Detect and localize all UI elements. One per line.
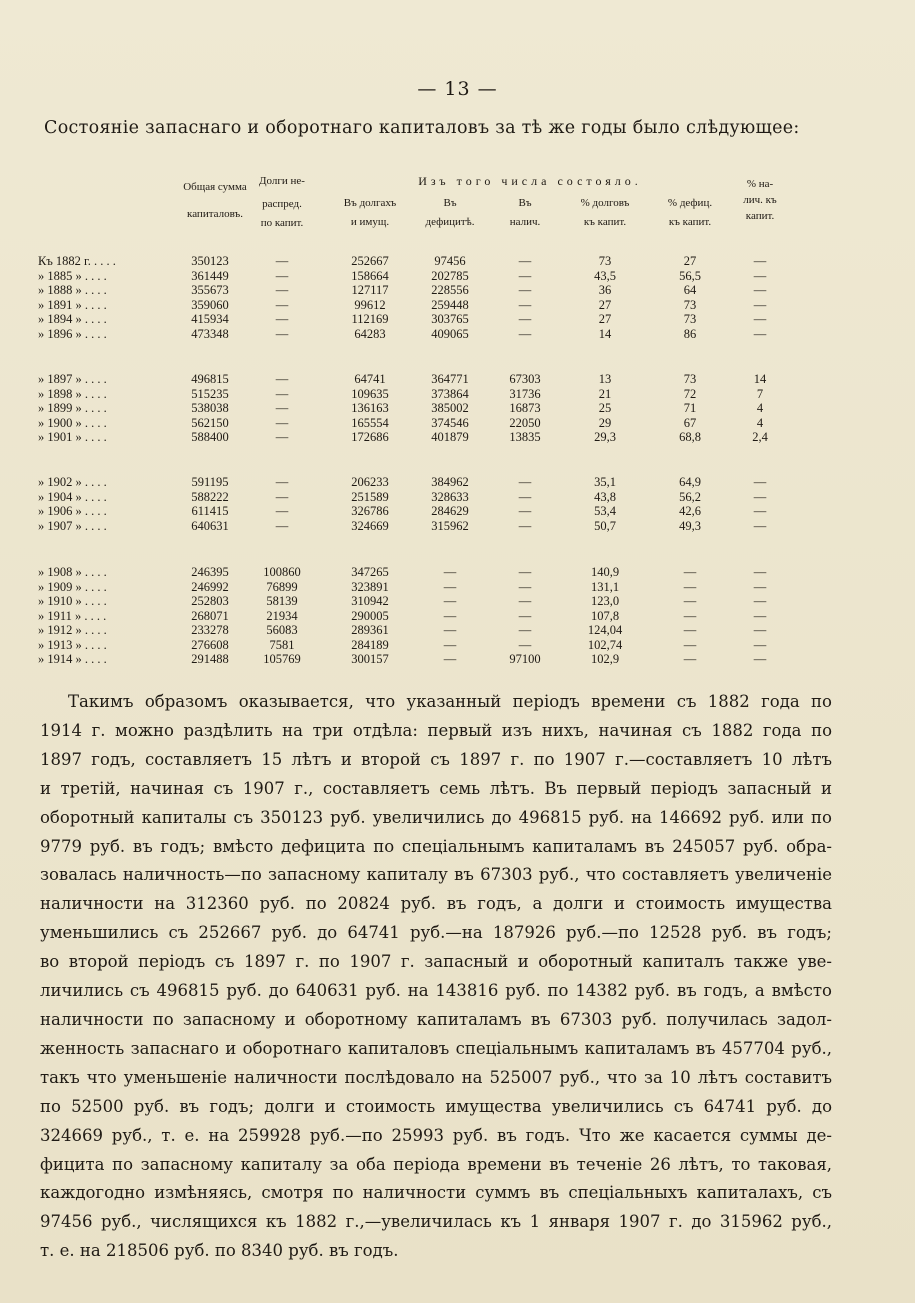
- debts-pct-cell: 29,3: [594, 430, 616, 444]
- debts-pct-cell: 27: [598, 297, 612, 312]
- cash-pct-cell: —: [753, 504, 767, 518]
- debts-pct-cell: 50,7: [594, 518, 616, 533]
- table-row: [30, 298, 890, 313]
- table-row: [30, 623, 890, 638]
- table-row: [30, 504, 890, 519]
- cash-cell: —: [518, 312, 532, 326]
- cash-pct-cell: —: [753, 254, 767, 268]
- paragraph-line: фицита по запасному капиталу за оба періода времени въ теченіе 26 лѣтъ, то таковая,: [40, 1154, 832, 1174]
- deficit-cell: 315962: [431, 518, 469, 533]
- deficit-pct-cell: 73: [683, 297, 697, 312]
- table-row: [30, 401, 890, 416]
- total-capital-cell: 588400: [191, 430, 229, 444]
- deficit-pct-cell: 64,9: [679, 475, 701, 489]
- table-row: [30, 269, 890, 284]
- paragraph-line: 9779 руб. въ годъ; вмѣсто дефицита по спеціальнымъ капиталамъ въ 245057 руб. обра-: [40, 836, 832, 856]
- unallocated-debts-cell: —: [275, 268, 289, 283]
- unallocated-debts-cell: 7581: [269, 637, 295, 652]
- row-date-cell: » 1904 » . . . .: [38, 489, 107, 504]
- deficit-pct-cell: —: [683, 565, 697, 579]
- cash-pct-cell: —: [753, 623, 767, 637]
- table-row: [30, 430, 890, 445]
- cash-cell: —: [518, 637, 532, 652]
- total-capital-cell: 515235: [191, 386, 229, 401]
- total-capital-cell: 350123: [191, 254, 229, 268]
- unallocated-debts-cell: —: [275, 430, 289, 444]
- cash-cell: —: [518, 254, 532, 268]
- row-date-cell: » 1912 » . . . .: [38, 623, 107, 637]
- debts-pct-cell: 36: [598, 283, 612, 297]
- row-date-cell: » 1897 » . . . .: [38, 372, 107, 386]
- cash-pct-cell: —: [753, 268, 767, 283]
- table-row: [30, 327, 890, 342]
- cash-pct-cell: —: [753, 297, 767, 312]
- paragraph-line: уменьшились съ 252667 руб. до 64741 руб.—на 187926 руб.—по 12528 руб. въ годъ;: [40, 923, 832, 943]
- table-row: [30, 416, 890, 431]
- row-date-cell: » 1914 » . . . .: [38, 652, 107, 666]
- body-paragraph: [40, 688, 832, 1266]
- debts-pct-cell: 107,8: [590, 608, 620, 623]
- cash-cell: —: [518, 594, 532, 608]
- debts-property-cell: 206233: [351, 475, 389, 489]
- debts-property-cell: 290005: [351, 608, 389, 623]
- row-date-cell: » 1909 » . . . .: [38, 579, 107, 594]
- cash-pct-cell: 7: [756, 386, 764, 401]
- debts-property-cell: 251589: [351, 489, 389, 504]
- debts-property-cell: 289361: [351, 623, 389, 637]
- cash-pct-cell: —: [753, 594, 767, 608]
- paragraph-line: оборотный капиталы съ 350123 руб. увеличились до 496815 руб. на 146692 руб. или по: [40, 807, 832, 827]
- total-capital-cell: 291488: [191, 652, 229, 666]
- debts-property-cell: 323891: [351, 579, 389, 594]
- deficit-pct-cell: 72: [683, 386, 697, 401]
- deficit-pct-cell: 42,6: [679, 504, 701, 518]
- cash-cell: 67303: [509, 372, 541, 386]
- row-date-cell: » 1906 » . . . .: [38, 504, 107, 518]
- cash-pct-cell: —: [753, 518, 767, 533]
- unallocated-debts-cell: 76899: [266, 579, 298, 594]
- header-cash: Въ налич.: [509, 197, 541, 228]
- debts-property-cell: 127117: [351, 283, 389, 297]
- total-capital-cell: 361449: [191, 268, 229, 283]
- paragraph-line: Такимъ образомъ оказывается, что указанный періодъ времени съ 1882 года по: [68, 692, 832, 711]
- deficit-pct-cell: —: [683, 637, 697, 652]
- deficit-pct-cell: 73: [683, 312, 697, 326]
- table-header: [30, 172, 890, 252]
- table-row: [30, 312, 890, 327]
- row-date-cell: » 1894 » . . . .: [38, 312, 107, 326]
- row-date-cell: » 1899 » . . . .: [38, 401, 107, 415]
- total-capital-cell: 355673: [191, 283, 229, 297]
- unallocated-debts-cell: —: [275, 504, 289, 518]
- debts-pct-cell: 43,5: [594, 268, 616, 283]
- cash-pct-cell: —: [753, 283, 767, 297]
- total-capital-cell: 496815: [191, 372, 229, 386]
- paragraph-line: по 52500 руб. въ годъ; долги и стоимость имущества увеличились съ 64741 руб. до: [40, 1096, 832, 1116]
- unallocated-debts-cell: —: [275, 326, 289, 341]
- cash-cell: 31736: [509, 386, 541, 401]
- unallocated-debts-cell: —: [275, 401, 289, 415]
- page-number: — 13 —: [417, 78, 498, 100]
- debts-pct-cell: 102,9: [590, 652, 620, 666]
- paragraph-line: 97456 руб., числящихся къ 1882 г.,—увеличилась къ 1 января 1907 г. до 315962 руб.,: [40, 1212, 832, 1232]
- total-capital-cell: 359060: [191, 297, 229, 312]
- total-capital-cell: 252803: [191, 594, 229, 608]
- debts-pct-cell: 29: [598, 415, 612, 430]
- paragraph-line: зовалась наличность—по запасному капиталу въ 67303 руб., что составляетъ увеличеніе: [40, 865, 832, 885]
- unallocated-debts-cell: —: [275, 489, 289, 504]
- deficit-cell: —: [443, 594, 457, 608]
- debts-pct-cell: 102,74: [587, 637, 623, 652]
- paragraph-line: такъ что уменьшеніе наличности послѣдовало на 525007 руб., что за 10 лѣтъ составитъ: [40, 1067, 832, 1087]
- paragraph-line: 1897 годъ, составляетъ 15 лѣтъ и второй съ 1897 г. по 1907 г.—составляетъ 10 лѣтъ: [40, 749, 832, 769]
- cash-cell: —: [518, 475, 532, 489]
- header-cash-pct: % на- лич. къ капит.: [743, 178, 777, 222]
- total-capital-cell: 233278: [191, 623, 229, 637]
- unallocated-debts-cell: 100860: [263, 565, 301, 579]
- deficit-cell: 202785: [431, 268, 469, 283]
- paragraph-line: 324669 руб., т. е. на 259928 руб.—по 25993 руб. въ годъ. Что же касается суммы де-: [40, 1125, 832, 1145]
- table-row: [30, 594, 890, 609]
- unallocated-debts-cell: —: [275, 415, 289, 430]
- debts-property-cell: 172686: [351, 430, 389, 444]
- cash-cell: —: [518, 283, 532, 297]
- debts-property-cell: 347265: [351, 565, 389, 579]
- cash-pct-cell: 2,4: [752, 430, 768, 444]
- cash-pct-cell: 14: [753, 372, 767, 386]
- total-capital-cell: 591195: [191, 475, 229, 489]
- paragraph-line: наличности по запасному и оборотному капиталамъ въ 67303 руб. получилась задол-: [40, 1009, 832, 1029]
- table-row: [30, 565, 890, 580]
- debts-pct-cell: 140,9: [590, 565, 620, 579]
- debts-pct-cell: 13: [598, 372, 612, 386]
- table-row: [30, 519, 890, 534]
- total-capital-cell: 473348: [191, 326, 229, 341]
- deficit-pct-cell: 56,2: [679, 489, 701, 504]
- debts-property-cell: 252667: [351, 254, 389, 268]
- deficit-cell: 97456: [434, 254, 466, 268]
- unallocated-debts-cell: —: [275, 475, 289, 489]
- cash-cell: —: [518, 565, 532, 579]
- cash-pct-cell: —: [753, 608, 767, 623]
- total-capital-cell: 538038: [191, 401, 229, 415]
- cash-pct-cell: —: [753, 312, 767, 326]
- deficit-pct-cell: 71: [683, 401, 697, 415]
- debts-pct-cell: 53,4: [594, 504, 616, 518]
- debts-pct-cell: 131,1: [590, 579, 620, 594]
- unallocated-debts-cell: —: [275, 297, 289, 312]
- unallocated-debts-cell: —: [275, 386, 289, 401]
- deficit-pct-cell: —: [683, 594, 697, 608]
- row-date-cell: » 1911 » . . . .: [38, 608, 107, 623]
- row-date-cell: » 1907 » . . . .: [38, 518, 107, 533]
- table-row: [30, 387, 890, 402]
- debts-property-cell: 158664: [351, 268, 389, 283]
- header-group-title: Изъ того числа состояло.: [418, 174, 642, 188]
- paragraph-line: личились съ 496815 руб. до 640631 руб. на 143816 руб. по 14382 руб. въ годъ, а вмѣсто: [40, 981, 832, 1001]
- unallocated-debts-cell: —: [275, 283, 289, 297]
- total-capital-cell: 268071: [191, 608, 229, 623]
- unallocated-debts-cell: 56083: [266, 623, 298, 637]
- debts-property-cell: 324669: [351, 518, 389, 533]
- deficit-pct-cell: —: [683, 652, 697, 666]
- deficit-pct-cell: 86: [683, 326, 697, 341]
- deficit-pct-cell: 73: [683, 372, 697, 386]
- cash-cell: 22050: [509, 415, 541, 430]
- table-row: [30, 638, 890, 653]
- cash-cell: —: [518, 268, 532, 283]
- row-date-cell: » 1898 » . . . .: [38, 386, 107, 401]
- deficit-cell: —: [443, 652, 457, 666]
- row-date-cell: » 1913 » . . . .: [38, 637, 107, 652]
- debts-property-cell: 109635: [351, 386, 389, 401]
- debts-property-cell: 326786: [351, 504, 389, 518]
- deficit-cell: 373864: [431, 386, 469, 401]
- header-deficit-pct: % дефиц. къ капит.: [667, 197, 713, 228]
- header-debts-pct: % долговъ къ капит.: [580, 197, 630, 228]
- row-date-cell: » 1888 » . . . .: [38, 283, 107, 297]
- deficit-cell: 328633: [431, 489, 469, 504]
- deficit-pct-cell: —: [683, 579, 697, 594]
- cash-cell: —: [518, 326, 532, 341]
- debts-pct-cell: 124,04: [587, 623, 623, 637]
- deficit-cell: —: [443, 579, 457, 594]
- row-date-cell: » 1891 » . . . .: [38, 297, 107, 312]
- deficit-cell: 259448: [431, 297, 469, 312]
- deficit-pct-cell: 64: [683, 283, 697, 297]
- deficit-pct-cell: 68,8: [679, 430, 701, 444]
- debts-pct-cell: 25: [598, 401, 612, 415]
- table-row: [30, 372, 890, 387]
- unallocated-debts-cell: —: [275, 254, 289, 268]
- total-capital-cell: 246992: [191, 579, 229, 594]
- table-row: [30, 580, 890, 595]
- debts-pct-cell: 27: [598, 312, 612, 326]
- header-debts-property: Въ долгахъ и имущ.: [343, 197, 397, 228]
- total-capital-cell: 611415: [191, 504, 229, 518]
- debts-property-cell: 99612: [354, 297, 386, 312]
- section-heading: Состояніе запаснаго и оборотнаго капиталовъ за тѣ же годы было слѣдующее:: [44, 118, 800, 138]
- unallocated-debts-cell: 58139: [266, 594, 298, 608]
- paragraph-line: во второй періодъ съ 1897 г. по 1907 г. запасный и оборотный капиталъ также уве-: [40, 952, 832, 972]
- header-deficit: Въ дефицитѣ.: [425, 197, 475, 228]
- cash-pct-cell: —: [753, 579, 767, 594]
- total-capital-cell: 640631: [191, 518, 229, 533]
- deficit-cell: 401879: [431, 430, 469, 444]
- debts-pct-cell: 123,0: [590, 594, 620, 608]
- debts-property-cell: 310942: [351, 594, 389, 608]
- total-capital-cell: 562150: [191, 415, 229, 430]
- total-capital-cell: 276608: [191, 637, 229, 652]
- table-row: [30, 283, 890, 298]
- cash-cell: —: [518, 579, 532, 594]
- debts-property-cell: 112169: [351, 312, 389, 326]
- cash-cell: —: [518, 518, 532, 533]
- debts-pct-cell: 14: [598, 326, 612, 341]
- paragraph-line: каждогодно измѣняясь, смотря по наличности суммъ въ спеціальныхъ капиталахъ, съ: [40, 1183, 832, 1203]
- debts-property-cell: 165554: [351, 415, 389, 430]
- deficit-pct-cell: —: [683, 623, 697, 637]
- table-row: [30, 475, 890, 490]
- deficit-pct-cell: 49,3: [679, 518, 701, 533]
- row-date-cell: Къ 1882 г. . . . .: [38, 254, 116, 268]
- cash-pct-cell: —: [753, 652, 767, 666]
- deficit-cell: —: [443, 637, 457, 652]
- paragraph-line: и третій, начиная съ 1907 г., составляетъ семь лѣтъ. Въ первый періодъ запасный и: [40, 778, 832, 798]
- row-date-cell: » 1885 » . . . .: [38, 268, 107, 283]
- row-date-cell: » 1910 » . . . .: [38, 594, 107, 608]
- debts-pct-cell: 21: [598, 386, 612, 401]
- total-capital-cell: 588222: [191, 489, 229, 504]
- paragraph-line: наличности на 312360 руб. по 20824 руб. въ годъ, а долги и стоимость имущества: [40, 894, 832, 914]
- cash-pct-cell: —: [753, 637, 767, 652]
- unallocated-debts-cell: 105769: [263, 652, 301, 666]
- deficit-cell: —: [443, 608, 457, 623]
- unallocated-debts-cell: —: [275, 312, 289, 326]
- debts-property-cell: 136163: [351, 401, 389, 415]
- deficit-cell: 364771: [431, 372, 469, 386]
- debts-property-cell: 64283: [354, 326, 386, 341]
- deficit-cell: 284629: [431, 504, 469, 518]
- paragraph-line: женность запаснаго и оборотнаго капиталовъ спеціальнымъ капиталамъ въ 457704 руб.,: [40, 1038, 832, 1058]
- cash-pct-cell: —: [753, 489, 767, 504]
- deficit-pct-cell: 67: [683, 415, 697, 430]
- cash-cell: —: [518, 608, 532, 623]
- deficit-cell: 303765: [431, 312, 469, 326]
- table-row: [30, 652, 890, 667]
- deficit-pct-cell: —: [683, 608, 697, 623]
- cash-pct-cell: —: [753, 475, 767, 489]
- cash-cell: —: [518, 623, 532, 637]
- cash-cell: —: [518, 504, 532, 518]
- row-date-cell: » 1896 » . . . .: [38, 326, 107, 341]
- cash-pct-cell: —: [753, 326, 767, 341]
- deficit-cell: —: [443, 565, 457, 579]
- paragraph-line: 1914 г. можно раздѣлить на три отдѣла: первый изъ нихъ, начиная съ 1882 года по: [40, 720, 832, 740]
- row-date-cell: » 1900 » . . . .: [38, 415, 107, 430]
- deficit-cell: 374546: [431, 415, 469, 430]
- cash-pct-cell: 4: [756, 415, 764, 430]
- debts-pct-cell: 35,1: [594, 475, 616, 489]
- row-date-cell: » 1901 » . . . .: [38, 430, 107, 444]
- unallocated-debts-cell: —: [275, 372, 289, 386]
- cash-cell: 16873: [509, 401, 541, 415]
- debts-property-cell: 284189: [351, 637, 389, 652]
- debts-property-cell: 300157: [351, 652, 389, 666]
- debts-pct-cell: 73: [598, 254, 612, 268]
- deficit-cell: 228556: [431, 283, 469, 297]
- header-unallocated-debts: Долги не- распред. по капит.: [259, 175, 305, 229]
- cash-pct-cell: 4: [756, 401, 764, 415]
- unallocated-debts-cell: 21934: [266, 608, 298, 623]
- deficit-pct-cell: 27: [683, 254, 697, 268]
- header-total-capital: Общая сумма капиталовъ.: [183, 181, 247, 220]
- total-capital-cell: 246395: [191, 565, 229, 579]
- deficit-cell: 384962: [431, 475, 469, 489]
- row-date-cell: » 1908 » . . . .: [38, 565, 107, 579]
- unallocated-debts-cell: —: [275, 518, 289, 533]
- debts-property-cell: 64741: [354, 372, 386, 386]
- deficit-cell: 385002: [431, 401, 469, 415]
- table-row: [30, 609, 890, 624]
- table-row: [30, 490, 890, 505]
- debts-pct-cell: 43,8: [594, 489, 616, 504]
- table-row: [30, 254, 890, 269]
- cash-cell: 13835: [509, 430, 541, 444]
- deficit-cell: —: [443, 623, 457, 637]
- cash-cell: —: [518, 489, 532, 504]
- deficit-cell: 409065: [431, 326, 469, 341]
- cash-pct-cell: —: [753, 565, 767, 579]
- total-capital-cell: 415934: [191, 312, 229, 326]
- deficit-pct-cell: 56,5: [679, 268, 701, 283]
- paragraph-line: т. е. на 218506 руб. по 8340 руб. въ годъ.: [40, 1241, 399, 1261]
- row-date-cell: » 1902 » . . . .: [38, 475, 107, 489]
- cash-cell: —: [518, 297, 532, 312]
- cash-cell: 97100: [509, 652, 541, 666]
